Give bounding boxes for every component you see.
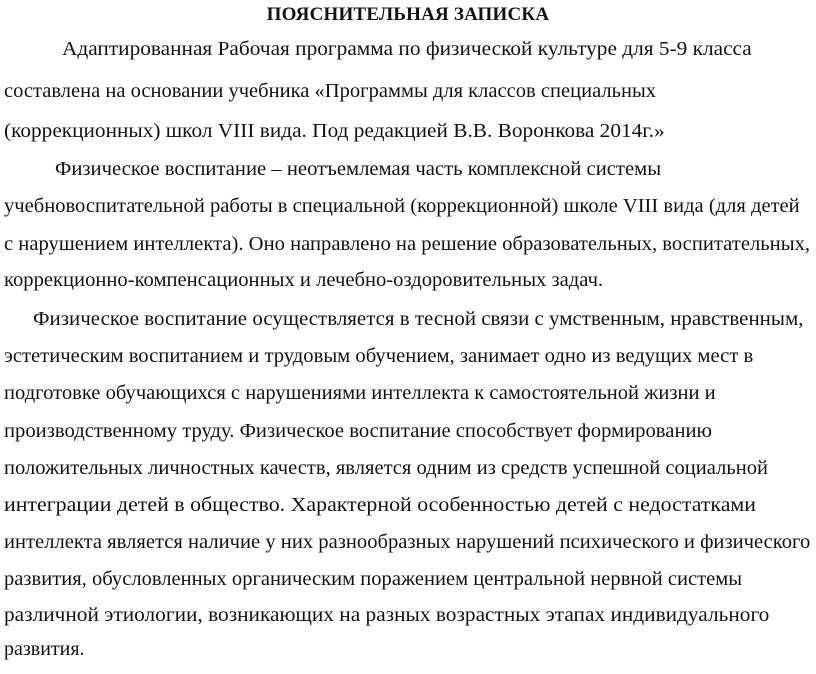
paragraph-line: коррекционно-компенсационных и лечебно-оздоровительных задач.: [4, 270, 604, 291]
paragraph-line: Адаптированная Рабочая программа по физической культуре для 5-9 класса: [62, 39, 752, 60]
paragraph-line: Физическое воспитание – неотъемлемая часть комплексной системы: [55, 159, 662, 180]
paragraph-line: составлена на основании учебника «Программы для классов специальных: [4, 81, 657, 102]
paragraph-line: (коррекционных) школ VIII вида. Под редакцией В.В. Воронкова 2014г.»: [4, 121, 665, 142]
paragraph-line: эстетическим воспитанием и трудовым обучением, занимает одно из ведущих мест в: [4, 346, 754, 367]
paragraph-line: производственному труду. Физическое воспитание способствует формированию: [4, 421, 712, 442]
paragraph-line: положительных личностных качеств, является одним из средств успешной социальной: [4, 458, 768, 479]
paragraph-line: подготовке обучающихся с нарушениями интеллекта к самостоятельной жизни и: [4, 383, 716, 404]
paragraph-line: интеграции детей в общество. Характерной особенностью детей с недостатками: [4, 495, 756, 516]
paragraph-line: Физическое воспитание осуществляется в тесной связи с умственным, нравственным,: [33, 309, 804, 330]
paragraph-line: с нарушением интеллекта). Оно направлено на решение образовательных, воспитательных,: [4, 234, 811, 255]
document-title: ПОЯСНИТЕЛЬНАЯ ЗАПИСКА: [266, 4, 550, 25]
paragraph-line: развития.: [4, 639, 85, 660]
paragraph-line: интеллекта является наличие у них разнообразных нарушений психического и физического: [4, 532, 811, 553]
paragraph-line: учебновоспитательной работы в специальной (коррекционной) школе VIII вида (для детей: [4, 196, 800, 217]
paragraph-line: развития, обусловленных органическим поражением центральной нервной системы: [4, 569, 743, 590]
paragraph-line: различной этиологии, возникающих на разных возрастных этапах индивидуального: [4, 605, 770, 626]
